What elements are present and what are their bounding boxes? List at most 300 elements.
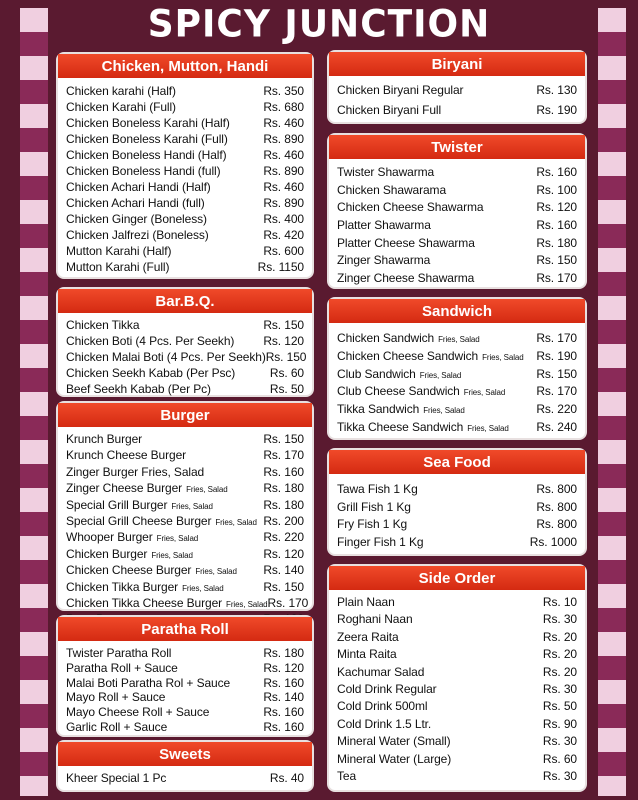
menu-item-price: Rs. 190 [536,348,577,363]
menu-item-price: Rs. 100 [536,182,577,197]
menu-item-price: Rs. 800 [536,517,577,532]
menu-item [66,244,304,260]
menu-item-label [66,465,204,479]
menu-item-price: Rs. 20 [542,647,577,662]
menu-item-name: Cold Drink 500ml [337,699,428,714]
menu-item-label [66,432,142,446]
menu-item-price: Rs. 890 [263,196,304,210]
menu-item-name: Chicken Boti (4 Pcs. Per Seekh) [66,334,235,348]
menu-item-price: Rs. 150 [263,579,304,594]
menu-item-label [337,699,427,713]
menu-item-label [66,676,230,690]
menu-item-name: Mayo Cheese Roll + Sauce [66,705,210,720]
item-list [329,592,585,788]
menu-item-price: Rs. 30 [542,612,577,627]
menu-item [66,84,304,100]
menu-item-label [337,752,451,766]
menu-item-note: Fries, Salad [182,583,224,593]
menu-item-note: Fries, Salad [482,352,524,362]
menu-item-name: Tikka Sandwich [337,402,420,417]
menu-item-label [66,350,266,364]
menu-item-price: Rs. 30 [542,681,577,696]
menu-item-note: Fries, Salad [423,406,465,416]
menu-item [337,349,577,367]
menu-item [337,236,577,254]
section-title: Side Order [329,566,585,592]
menu-item [66,661,304,676]
menu-item-name: Twister Paratha Roll [66,646,172,660]
menu-item [66,100,304,116]
menu-item-name: Cold Drink Regular [337,681,437,696]
menu-item [66,212,304,228]
menu-item [66,350,307,366]
menu-item-name: Chicken Biryani Full [337,102,442,117]
menu-item-price: Rs. 20 [542,629,577,644]
menu-item-name: Garlic Roll + Sauce [66,719,168,734]
menu-item-price: Rs. 160 [536,165,577,179]
menu-item-name: Chicken Ginger (Boneless) [66,212,207,226]
menu-item-name: Club Sandwich [337,366,416,381]
menu-item-price: Rs. 140 [263,563,304,578]
menu-item-name: Chicken Jalfrezi (Boneless) [66,228,209,242]
menu-item-name: Chicken Karahi (Full) [66,100,176,114]
menu-item-name: Tawa Fish 1 Kg [337,482,418,496]
menu-item-name: Platter Shawarma [337,218,431,233]
menu-item [66,676,304,691]
menu-item-label [337,271,474,285]
menu-item-price: Rs. 170 [536,331,577,345]
menu-item-name: Club Cheese Sandwich [337,384,460,399]
menu-item-price: Rs. 890 [263,132,304,146]
menu-item-label [66,212,207,226]
menu-item [337,647,577,664]
menu-item [337,103,577,123]
menu-item [337,500,577,518]
menu-item-label [337,647,397,661]
section-title: Paratha Roll [58,617,312,643]
menu-item [66,116,304,132]
menu-item-price: Rs. 30 [542,768,577,783]
menu-item [66,580,304,596]
right-decorative-stripe [598,8,626,796]
menu-item [66,595,309,612]
menu-item-name: Chicken Boneless Handi (Half) [66,148,227,162]
menu-item [337,253,577,271]
menu-item-label [66,180,211,194]
menu-item [66,148,304,164]
menu-item-label [66,260,169,274]
menu-item-name: Zeera Raita [337,629,399,644]
menu-item-label [66,448,186,462]
menu-item-price: Rs. 220 [536,402,577,417]
menu-item [337,595,577,612]
menu-item-name: Chicken Cheese Shawarma [337,200,484,215]
menu-item-note: Fries, Salad [463,388,506,398]
menu-item-name: Chicken Malai Boti (4 Pcs. Per Seekh) [66,350,266,364]
menu-item [337,612,577,629]
menu-item [66,465,304,481]
menu-item-name: Chicken Tikka Burger [66,579,179,594]
menu-item [66,180,304,196]
menu-item-price: Rs. 200 [263,513,304,528]
menu-item-price: Rs. 160 [263,705,304,720]
menu-item-name: Zinger Burger Fries, Salad [66,464,205,479]
menu-item-label [337,236,475,250]
menu-item-label [337,717,431,731]
menu-item-label [337,253,430,267]
section-bbq [56,287,314,397]
menu-item [337,367,577,385]
menu-item-label [66,366,235,380]
menu-item-price: Rs. 680 [263,100,304,114]
menu-item-name: Finger Fish 1 Kg [337,534,424,549]
menu-item-name: Special Grill Cheese Burger [66,513,212,528]
menu-item-name: Beef Seekh Kabab (Per Pc) [66,382,211,396]
menu-item-label [66,530,198,544]
menu-item-label [337,420,509,434]
menu-item-price: Rs. 90 [542,716,577,731]
menu-item-name: Mutton Karahi (Half) [66,244,172,258]
item-list [58,80,312,278]
menu-item-note: Fries, Salad [226,599,268,609]
menu-item-name: Plain Naan [337,595,395,609]
menu-item-label [337,482,418,496]
menu-item-name: Cold Drink 1.5 Ltr. [337,716,432,731]
section-title: Burger [58,403,312,429]
menu-item [66,530,304,546]
item-list [58,315,312,400]
section-biryani [327,50,587,124]
menu-item [337,402,577,420]
menu-item [66,164,304,180]
menu-item [66,547,304,563]
menu-item [66,563,304,579]
menu-item [337,699,577,716]
menu-item-note: Fries, Salad [156,534,199,544]
section-title: Chicken, Mutton, Handi [58,54,312,80]
section-burger [56,401,314,611]
menu-item [337,630,577,647]
menu-item-price: Rs. 170 [536,271,577,286]
section-title: Bar.B.Q. [58,289,312,315]
menu-item-name: Platter Cheese Shawarma [337,235,475,250]
menu-item-label [337,331,480,345]
menu-item-note: Fries, Salad [171,501,213,511]
menu-item-label [66,481,228,495]
menu-item-price: Rs. 890 [263,164,304,178]
menu-item-note: Fries, Salad [467,423,509,433]
menu-item [337,535,577,553]
item-list [329,325,585,440]
menu-item-name: Tea [337,768,357,783]
menu-item-label [66,228,209,242]
menu-item-label [66,196,205,210]
menu-item-price: Rs. 30 [542,734,577,749]
menu-item-label [66,547,193,561]
menu-item-name: Chicken Cheese Sandwich [337,348,479,363]
menu-item-label [66,646,171,660]
menu-item-label [66,148,227,162]
menu-item-label [66,100,176,114]
menu-item-note: Fries, Salad [438,335,480,344]
item-list [58,429,312,631]
menu-item-price: Rs. 800 [536,499,577,514]
menu-item-name: Paratha Roll + Sauce [66,660,178,675]
menu-item-name: Zinger Cheese Shawarma [337,271,475,286]
menu-item-price: Rs. 400 [263,212,304,226]
menu-item-label [337,218,431,232]
menu-item-label [337,612,413,626]
menu-item [66,382,304,398]
menu-item-name: Malai Boti Paratha Rol + Sauce [66,675,231,690]
menu-item-name: Chicken karahi (Half) [66,84,176,98]
menu-item-price: Rs. 140 [263,690,304,705]
menu-item [337,331,577,349]
menu-item-price: Rs. 460 [263,180,304,194]
menu-item-name: Minta Raita [337,647,397,662]
menu-item-name: Chicken Cheese Burger [66,563,192,578]
menu-item-label [66,580,224,594]
menu-item [66,720,304,735]
menu-item-price: Rs. 150 [263,318,304,332]
menu-item-price: Rs. 50 [542,699,577,714]
menu-item-price: Rs. 460 [263,148,304,162]
menu-item [337,665,577,682]
menu-item-price: Rs. 150 [265,350,307,364]
menu-item-price: Rs. 150 [536,366,577,381]
menu-item [66,228,304,244]
menu-item-name: Twister Shawarma [337,165,435,179]
menu-item-price: Rs. 180 [263,646,304,660]
menu-item-price: Rs. 120 [263,546,304,561]
section-title: Sandwich [329,299,585,325]
menu-item-price: Rs. 40 [269,771,304,785]
menu-item-price: Rs. 150 [536,253,577,268]
menu-item-label [66,771,166,785]
menu-item-name: Chicken Achari Handi (Half) [66,180,211,194]
menu-item-name: Chicken Sandwich [337,331,435,345]
menu-item-name: Zinger Shawarma [337,253,431,268]
menu-item [337,420,577,438]
menu-item-label [66,84,176,98]
menu-item-label [337,500,411,514]
menu-item [66,196,304,212]
menu-item [66,448,304,464]
menu-item-label [66,596,268,610]
menu-item-label [337,367,461,381]
section-sweets [56,740,314,792]
menu-title: SPICY JUNCTION [147,2,491,47]
menu-item-name: Tikka Cheese Sandwich [337,419,464,434]
menu-item-label [337,630,399,644]
menu-item-label [337,517,407,531]
menu-item-price: Rs. 120 [536,200,577,215]
menu-item-label [66,514,257,528]
menu-item [337,200,577,218]
section-seafood [327,448,587,556]
item-list [329,476,585,554]
menu-item-price: Rs. 60 [542,751,577,766]
section-title: Sea Food [329,450,585,476]
menu-item-note: Fries, Salad [151,550,193,560]
section-sideorder [327,564,587,792]
item-list [329,78,585,124]
menu-item [337,165,577,183]
menu-item-name: Chicken Achari Handi (full) [66,196,205,210]
menu-item-label [337,200,483,214]
menu-item-name: Kachumar Salad [337,664,425,679]
menu-item [337,734,577,751]
menu-item-price: Rs. 10 [542,595,577,609]
menu-item-label [337,734,450,748]
menu-item-price: Rs. 1000 [529,534,577,549]
menu-item [66,334,304,350]
menu-item-label [66,661,178,675]
menu-item-label [337,682,437,696]
menu-item-price: Rs. 240 [536,419,577,434]
menu-item [66,318,304,334]
menu-item-note: Fries, Salad [186,485,228,495]
menu-item [66,260,304,276]
menu-item-name: Krunch Cheese Burger [66,448,187,463]
menu-item-name: Chicken Shawarama [337,182,447,197]
menu-item [337,752,577,769]
section-sandwich [327,297,587,440]
menu-item-label [66,244,171,258]
section-title: Twister [329,135,585,161]
menu-item-label [66,498,213,512]
menu-item-label [66,164,221,178]
menu-item-note: Fries, Salad [419,370,462,380]
menu-item-price: Rs. 170 [263,448,304,463]
menu-item [337,384,577,402]
menu-item-price: Rs. 350 [263,84,304,98]
menu-item-label [66,318,139,332]
menu-item [66,432,304,448]
menu-item [337,183,577,201]
menu-item-price: Rs. 190 [536,102,577,117]
menu-item [66,690,304,705]
menu-item-label [337,165,434,179]
section-twister [327,133,587,289]
menu-item-price: Rs. 120 [263,660,304,675]
menu-item-name: Special Grill Burger [66,497,168,512]
menu-item-price: Rs. 120 [263,334,304,348]
menu-item-price: Rs. 170 [267,595,309,610]
menu-item [337,83,577,103]
menu-item-label [337,595,395,609]
menu-item-label [66,563,237,577]
menu-item [337,271,577,289]
menu-item [66,366,304,382]
menu-item-label [66,382,211,396]
section-title: Biryani [329,52,585,78]
menu-item-name: Chicken Tikka [66,318,140,332]
menu-item-label [66,334,234,348]
menu-item-price: Rs. 130 [536,83,577,97]
menu-item-label [337,83,463,97]
menu-item-name: Krunch Burger [66,432,143,446]
menu-item-label [66,720,167,734]
section-paratha [56,615,314,737]
menu-item [66,498,304,514]
menu-item-name: Mayo Roll + Sauce [66,690,166,705]
item-list [58,643,312,737]
menu-item-name: Chicken Boneless Handi (full) [66,164,221,178]
menu-item-name: Roghani Naan [337,612,413,627]
menu-item-price: Rs. 20 [542,664,577,679]
menu-item [66,646,304,661]
menu-item-name: Chicken Seekh Kabab (Per Psc) [66,366,236,380]
menu-item-price: Rs. 170 [536,384,577,399]
menu-item-price: Rs. 460 [263,116,304,130]
menu-item-price: Rs. 1150 [257,260,304,274]
menu-item-label [66,690,165,704]
menu-item-label [337,384,505,398]
menu-item [337,717,577,734]
menu-item-name: Chicken Tikka Cheese Burger [66,595,223,610]
menu-item-name: Mutton Karahi (Full) [66,260,170,274]
menu-item [337,218,577,236]
menu-item-name: Grill Fish 1 Kg [337,499,411,514]
menu-item [66,514,304,530]
menu-item-price: Rs. 160 [263,464,304,479]
menu-item-label [337,769,356,783]
menu-item [66,705,304,720]
menu-item-name: Chicken Biryani Regular [337,83,464,97]
section-title: Sweets [58,742,312,768]
menu-item [66,132,304,148]
menu-item-name: Kheer Special 1 Pc [66,771,167,785]
menu-item [337,769,577,786]
menu-item-price: Rs. 420 [263,228,304,242]
menu-item-price: Rs. 180 [536,235,577,250]
item-list [58,768,312,789]
menu-item-price: Rs. 180 [263,481,304,496]
menu-item-price: Rs. 180 [263,497,304,512]
left-decorative-stripe [20,8,48,796]
menu-item-name: Chicken Boneless Karahi (Full) [66,132,228,146]
menu-item [337,517,577,535]
menu-item-label [337,535,423,549]
menu-item-name: Chicken Boneless Karahi (Half) [66,116,230,130]
menu-item-name: Mineral Water (Small) [337,734,451,749]
menu-item-note: Fries, Salad [195,567,237,577]
menu-item-price: Rs. 800 [536,482,577,496]
menu-item-name: Zinger Cheese Burger [66,481,183,496]
menu-item-label [337,665,424,679]
menu-item-label [337,103,441,117]
section-chicken [56,52,314,279]
menu-item-label [337,183,446,197]
menu-item-price: Rs. 60 [269,366,304,380]
menu-item-price: Rs. 220 [263,530,304,545]
menu-item-note: Fries, Salad [215,517,257,527]
menu-item-price: Rs. 160 [263,675,304,690]
menu-item [337,682,577,699]
menu-item-label [66,132,228,146]
menu-item-name: Chicken Burger [66,546,148,561]
menu-item-name: Whooper Burger [66,530,153,545]
menu-item-name: Fry Fish 1 Kg [337,517,408,532]
item-list [329,161,585,291]
menu-item-price: Rs. 160 [263,719,304,734]
menu-item-price: Rs. 160 [536,218,577,233]
menu-item [66,771,304,787]
menu-item-name: Mineral Water (Large) [337,751,452,766]
menu-item-label [66,116,230,130]
menu-item-label [337,402,465,416]
